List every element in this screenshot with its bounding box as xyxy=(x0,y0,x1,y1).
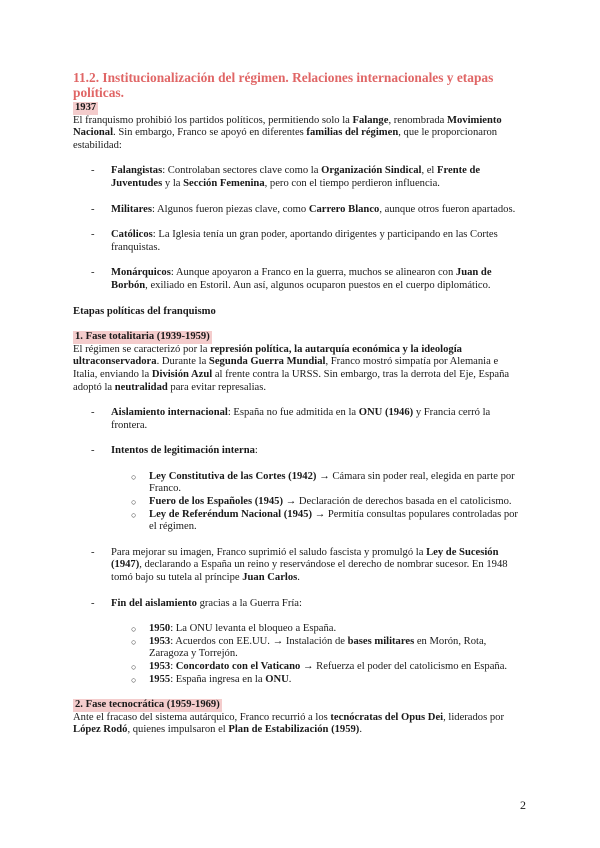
stages-heading: Etapas políticas del franquismo xyxy=(73,305,216,317)
list-item: - Intentos de legitimación interna: ○ Ley Constitutiva de las Cortes (1942) → Cámara sin poder real, elegida en parte por Franco. ○ Fuero de los Españoles (1945) → Declaración de derechos basada en el catolicismo. ○ Ley de Referéndum Nacional (1945) → Permitía consultas populares controladas por el régimen. xyxy=(73,445,525,534)
list-item: - Fin del aislamiento gracias a la Guerra Fría: ○ 1950: La ONU levanta el bloqueo a España. ○ 1953: Acuerdos con EE.UU. → Instalación de bases militares en Morón, Rota, Zaragoza y Torrejón. ○ 1953: Concordato con el Vaticano → Refuerza el poder del catolicismo en España. ○ 1955: España ingresa en la ONU. xyxy=(73,598,525,687)
families-list xyxy=(73,165,525,292)
phase1-heading: 1. Fase totalitaria (1939-1959) xyxy=(75,331,210,343)
document-body xyxy=(73,70,525,737)
phase2-heading: 2. Fase tecnocrática (1959-1969) xyxy=(75,699,220,711)
list-item: - Católicos: La Iglesia tenía un gran poder, aportando dirigentes y participando en las Cortes franquistas. xyxy=(73,229,525,254)
list-item: ○ Fuero de los Españoles (1945) → Declaración de derechos basada en el catolicismo. xyxy=(111,496,525,509)
list-item: - Para mejorar su imagen, Franco suprimió el saludo fascista y promulgó la Ley de Sucesión (1947), declarando a España un reino y reservándose el derecho de nombrar sucesor. En 1948 tomó bajo su tutela al príncipe Juan Carlos. xyxy=(73,547,525,585)
laws-list xyxy=(111,471,525,534)
list-item: - Militares: Algunos fueron piezas clave, como Carrero Blanco, aunque otros fueron apartados. xyxy=(73,204,525,217)
list-item: ○ 1953: Concordato con el Vaticano → Refuerza el poder del catolicismo en España. xyxy=(111,661,525,674)
list-item: ○ 1953: Acuerdos con EE.UU. → Instalación de bases militares en Morón, Rota, Zaragoza y Torrejón. xyxy=(111,636,525,661)
phase1-paragraph: El régimen se caracterizó por la represión política, la autarquía económica y la ideología ultraconservadora. Durante la Segunda Guerra Mundial, Franco mostró simpatía por Alemania e Italia, enviando la División Azul al frente contra la URSS. Sin embargo, tras la derrota del Eje, España adoptó la neutralidad para evitar represalias. xyxy=(73,343,510,393)
section-title: 11.2. Institucionalización del régimen. Relaciones internacionales y etapas políticas. xyxy=(73,70,494,100)
page-number: 2 xyxy=(520,798,526,812)
list-item: ○ 1955: España ingresa en la ONU. xyxy=(111,674,525,687)
events-list xyxy=(111,623,525,686)
phase2-paragraph: Ante el fracaso del sistema autárquico, Franco recurrió a los tecnócratas del Opus Dei, liderados por López Rodó, quienes impulsaron el Plan de Estabilización (1959). xyxy=(73,711,504,736)
intro-paragraph: El franquismo prohibió los partidos políticos, permitiendo solo la Falange, renombrada Movimiento Nacional. Sin embargo, Franco se apoyó en diferentes familias del régimen, que le proporcionaron estabilidad: xyxy=(73,114,502,151)
list-item: ○ Ley de Referéndum Nacional (1945) → Permitía consultas populares controladas por el régimen. xyxy=(111,509,525,534)
list-item: - Aislamiento internacional: España no fue admitida en la ONU (1946) y Francia cerró la frontera. xyxy=(73,407,525,432)
list-item: - Falangistas: Controlaban sectores clave como la Organización Sindical, el Frente de Juventudes y la Sección Femenina, pero con el tiempo perdieron influencia. xyxy=(73,165,525,190)
list-item: ○ Ley Constitutiva de las Cortes (1942) → Cámara sin poder real, elegida en parte por Franco. xyxy=(111,471,525,496)
list-item: - Monárquicos: Aunque apoyaron a Franco en la guerra, muchos se alinearon con Juan de Borbón, exiliado en Estoril. Aun así, algunos ocuparon puestos en el cuerpo diplomático. xyxy=(73,267,525,292)
phase1-list xyxy=(73,407,525,686)
list-item: ○ 1950: La ONU levanta el bloqueo a España. xyxy=(111,623,525,636)
year-label: 1937 xyxy=(75,102,97,113)
